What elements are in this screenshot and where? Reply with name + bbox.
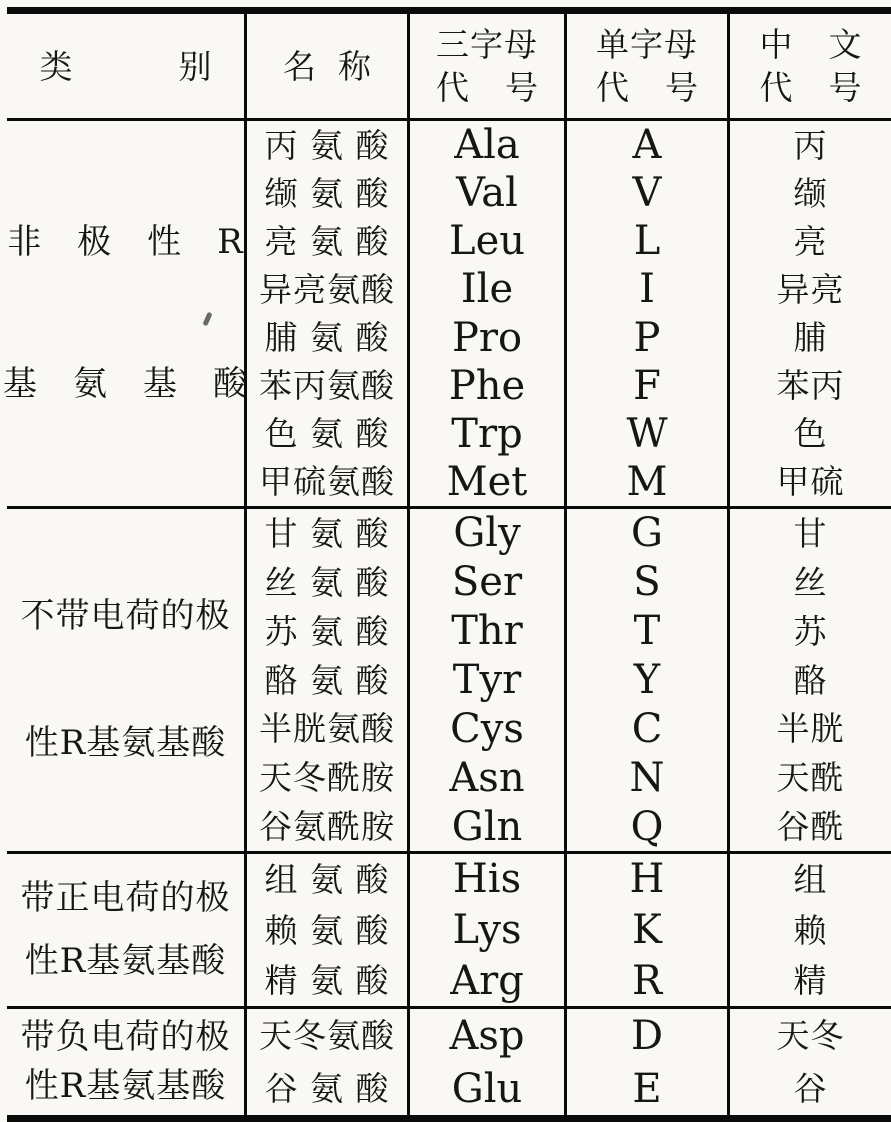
- three-letter-column: [410, 854, 567, 1006]
- amino-acid-name: 丝 氨 酸: [264, 562, 390, 602]
- header-category-label: 类别: [39, 46, 212, 86]
- amino-acid-name: 天冬氨酸: [259, 1016, 395, 1055]
- amino-acid-code-table: [3, 7, 891, 1122]
- header-chinese-line1: 中文: [759, 25, 862, 64]
- chinese-code: 脯: [793, 318, 828, 358]
- amino-acid-name: 谷 氨 酸: [264, 1069, 390, 1108]
- one-letter-code: W: [626, 410, 668, 457]
- three-letter-code: Gly: [453, 510, 521, 557]
- chinese-code: 异亮: [776, 269, 845, 309]
- category-line: 不带电荷的极: [20, 595, 231, 636]
- three-letter-code: Thr: [451, 608, 523, 655]
- one-letter-code: V: [632, 170, 662, 217]
- amino-acid-name: 甲硫氨酸: [259, 462, 395, 502]
- one-letter-code: H: [629, 856, 665, 903]
- header-chinese: [730, 14, 891, 118]
- chinese-code: 丙: [793, 125, 828, 165]
- one-letter-code: S: [633, 559, 661, 606]
- chinese-code: 酪: [793, 660, 828, 700]
- one-letter-code: Y: [633, 657, 661, 703]
- chinese-code: 谷: [793, 1069, 828, 1108]
- header-name-label: 名称: [283, 46, 371, 86]
- category-line: 基 氨 基 酸: [3, 363, 248, 404]
- three-letter-code: Asp: [449, 1012, 525, 1059]
- three-letter-code: Cys: [450, 705, 524, 752]
- header-name: [247, 14, 410, 118]
- one-letter-column: [567, 854, 730, 1006]
- name-column: [247, 509, 410, 851]
- one-letter-code: C: [631, 705, 663, 752]
- three-letter-code: Gln: [451, 803, 523, 850]
- three-letter-code: Ser: [451, 559, 523, 606]
- chinese-code: 谷酰: [776, 807, 845, 847]
- one-letter-code: D: [630, 1012, 664, 1059]
- category-line: 性R基氨基酸: [24, 1065, 227, 1106]
- table-header-row: [7, 14, 891, 121]
- one-letter-code: T: [633, 608, 661, 655]
- chinese-code: 缬: [793, 173, 828, 213]
- three-letter-code: Phe: [448, 362, 526, 409]
- one-letter-column: [567, 121, 730, 506]
- name-column: [247, 121, 410, 506]
- header-three-letter: [410, 14, 567, 118]
- header-one-letter-line1: 单字母: [596, 25, 698, 64]
- chinese-code: 天酰: [776, 758, 845, 798]
- amino-acid-name: 半胱氨酸: [259, 709, 395, 749]
- group-nonpolar: [3, 121, 891, 509]
- three-letter-code: Leu: [449, 218, 525, 265]
- chinese-code-column: [730, 509, 891, 851]
- chinese-code-column: [730, 1009, 891, 1115]
- header-one-letter: [567, 14, 730, 118]
- one-letter-code: N: [629, 754, 665, 801]
- three-letter-code: Glu: [451, 1065, 523, 1112]
- category-cell: [7, 854, 247, 1006]
- one-letter-code: L: [633, 218, 661, 265]
- chinese-code: 苯丙: [776, 366, 845, 406]
- amino-acid-name: 苯丙氨酸: [259, 366, 395, 406]
- amino-acid-name: 精 氨 酸: [264, 961, 390, 1001]
- name-column: [247, 1009, 410, 1115]
- name-column: [247, 854, 410, 1006]
- header-category: [7, 14, 247, 118]
- amino-acid-name: 赖 氨 酸: [264, 910, 390, 950]
- category-line: 性R基氨基酸: [24, 722, 227, 763]
- amino-acid-name: 天冬酰胺: [259, 758, 395, 798]
- chinese-code-column: [730, 121, 891, 506]
- category-cell: [7, 1009, 247, 1115]
- three-letter-code: Ala: [454, 122, 520, 169]
- three-letter-code: Lys: [452, 907, 522, 953]
- chinese-code: 赖: [793, 910, 828, 950]
- category-cell: [7, 509, 247, 851]
- three-letter-code: Asn: [449, 754, 525, 801]
- one-letter-column: [567, 509, 730, 851]
- category-line: 带正电荷的极: [20, 877, 231, 918]
- header-one-letter-line2: 代号: [596, 68, 698, 107]
- group-positive-polar: [7, 854, 891, 1009]
- amino-acid-name: 亮 氨 酸: [264, 221, 390, 261]
- three-letter-column: [410, 121, 567, 506]
- three-letter-column: [410, 1009, 567, 1115]
- amino-acid-name: 色 氨 酸: [264, 414, 390, 454]
- amino-acid-name: 异亮氨酸: [259, 269, 395, 309]
- amino-acid-name: 苏 氨 酸: [264, 611, 390, 651]
- three-letter-code: His: [452, 856, 522, 903]
- chinese-code: 半胱: [776, 709, 845, 749]
- chinese-code: 色: [793, 414, 828, 454]
- amino-acid-name: 谷氨酰胺: [259, 807, 395, 847]
- header-three-letter-line1: 三字母: [436, 25, 538, 64]
- one-letter-code: P: [633, 314, 661, 361]
- one-letter-code: I: [639, 266, 655, 313]
- three-letter-code: Met: [446, 458, 528, 505]
- one-letter-code: R: [631, 957, 663, 1004]
- three-letter-code: Ile: [460, 266, 514, 313]
- three-letter-code: Val: [456, 170, 518, 217]
- one-letter-code: K: [632, 907, 662, 953]
- amino-acid-name: 丙 氨 酸: [264, 125, 390, 165]
- category-line: 带负电荷的极: [20, 1017, 231, 1058]
- one-letter-code: E: [632, 1065, 662, 1112]
- header-three-letter-line2: 代号: [436, 68, 538, 107]
- category-line: 性R基氨基酸: [24, 941, 227, 982]
- three-letter-column: [410, 509, 567, 851]
- chinese-code: 丝: [793, 562, 828, 602]
- chinese-code: 天冬: [776, 1016, 845, 1055]
- amino-acid-name: 脯 氨 酸: [264, 318, 390, 358]
- three-letter-code: Trp: [451, 410, 523, 457]
- three-letter-code: Arg: [450, 957, 524, 1004]
- amino-acid-name: 组 氨 酸: [264, 859, 390, 899]
- chinese-code-column: [730, 854, 891, 1006]
- group-negative-polar: [7, 1009, 891, 1115]
- three-letter-code: Pro: [451, 314, 523, 361]
- group-uncharged-polar: [7, 509, 891, 854]
- amino-acid-name: 甘 氨 酸: [264, 513, 390, 553]
- one-letter-code: M: [626, 458, 668, 505]
- category-line: 非 极 性 R: [7, 222, 244, 263]
- chinese-code: 苏: [793, 611, 828, 651]
- one-letter-code: F: [633, 362, 661, 409]
- chinese-code: 亮: [793, 221, 828, 261]
- chinese-code: 精: [793, 961, 828, 1001]
- amino-acid-name: 缬 氨 酸: [264, 173, 390, 213]
- one-letter-column: [567, 1009, 730, 1115]
- one-letter-code: G: [631, 510, 663, 557]
- chinese-code: 甘: [793, 513, 828, 553]
- three-letter-code: Tyr: [452, 657, 522, 703]
- one-letter-code: Q: [630, 803, 664, 850]
- one-letter-code: A: [632, 122, 662, 169]
- chinese-code: 甲硫: [776, 462, 845, 502]
- header-chinese-line2: 代号: [759, 68, 862, 107]
- chinese-code: 组: [793, 859, 828, 899]
- amino-acid-name: 酪 氨 酸: [264, 660, 390, 700]
